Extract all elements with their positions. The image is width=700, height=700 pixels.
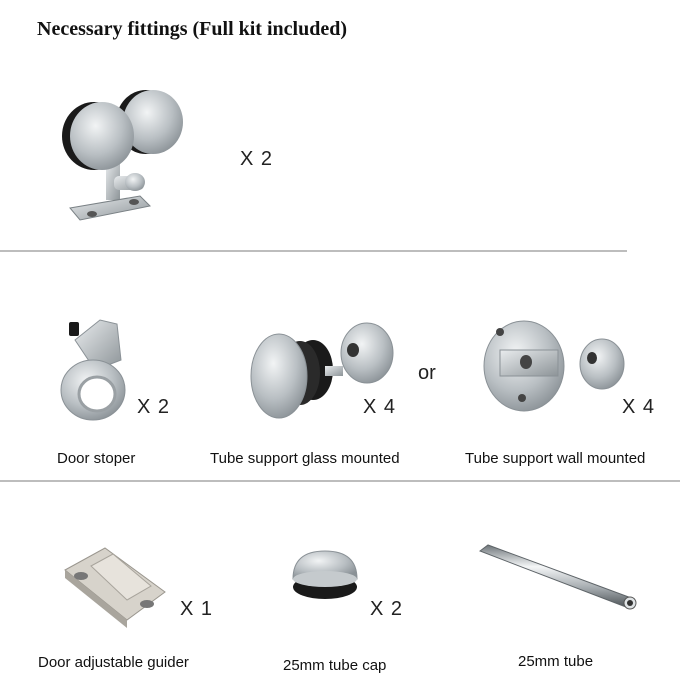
door-stoper-quantity: X 2 (137, 396, 171, 418)
divider (0, 480, 680, 482)
door-stoper-image (55, 310, 135, 425)
tube-image (478, 543, 640, 615)
divider (0, 250, 627, 252)
door-stoper-label: Door stoper (57, 450, 136, 467)
tube-support-wall-mounted-quantity: X 4 (622, 396, 656, 418)
door-adjustable-guider-image (55, 540, 175, 635)
page-title: Necessary fittings (Full kit included) (37, 18, 347, 40)
tube-support-wall-mounted-label: Tube support wall mounted (465, 450, 646, 467)
tube-label: 25mm tube (518, 653, 594, 670)
door-adjustable-guider-quantity: X 1 (180, 598, 214, 620)
door-adjustable-guider-label: Door adjustable guider (38, 654, 189, 671)
tube-cap-image (285, 545, 365, 605)
tube-cap-quantity: X 2 (370, 598, 404, 620)
tube-support-glass-mounted-label: Tube support glass mounted (210, 450, 400, 467)
roller-hanger-image (50, 80, 200, 230)
or-separator: or (418, 362, 436, 384)
roller-hanger-quantity: X 2 (240, 148, 274, 170)
tube-support-wall-mounted-image (482, 318, 627, 418)
tube-support-glass-mounted-quantity: X 4 (363, 396, 397, 418)
tube-cap-label: 25mm tube cap (283, 657, 387, 674)
